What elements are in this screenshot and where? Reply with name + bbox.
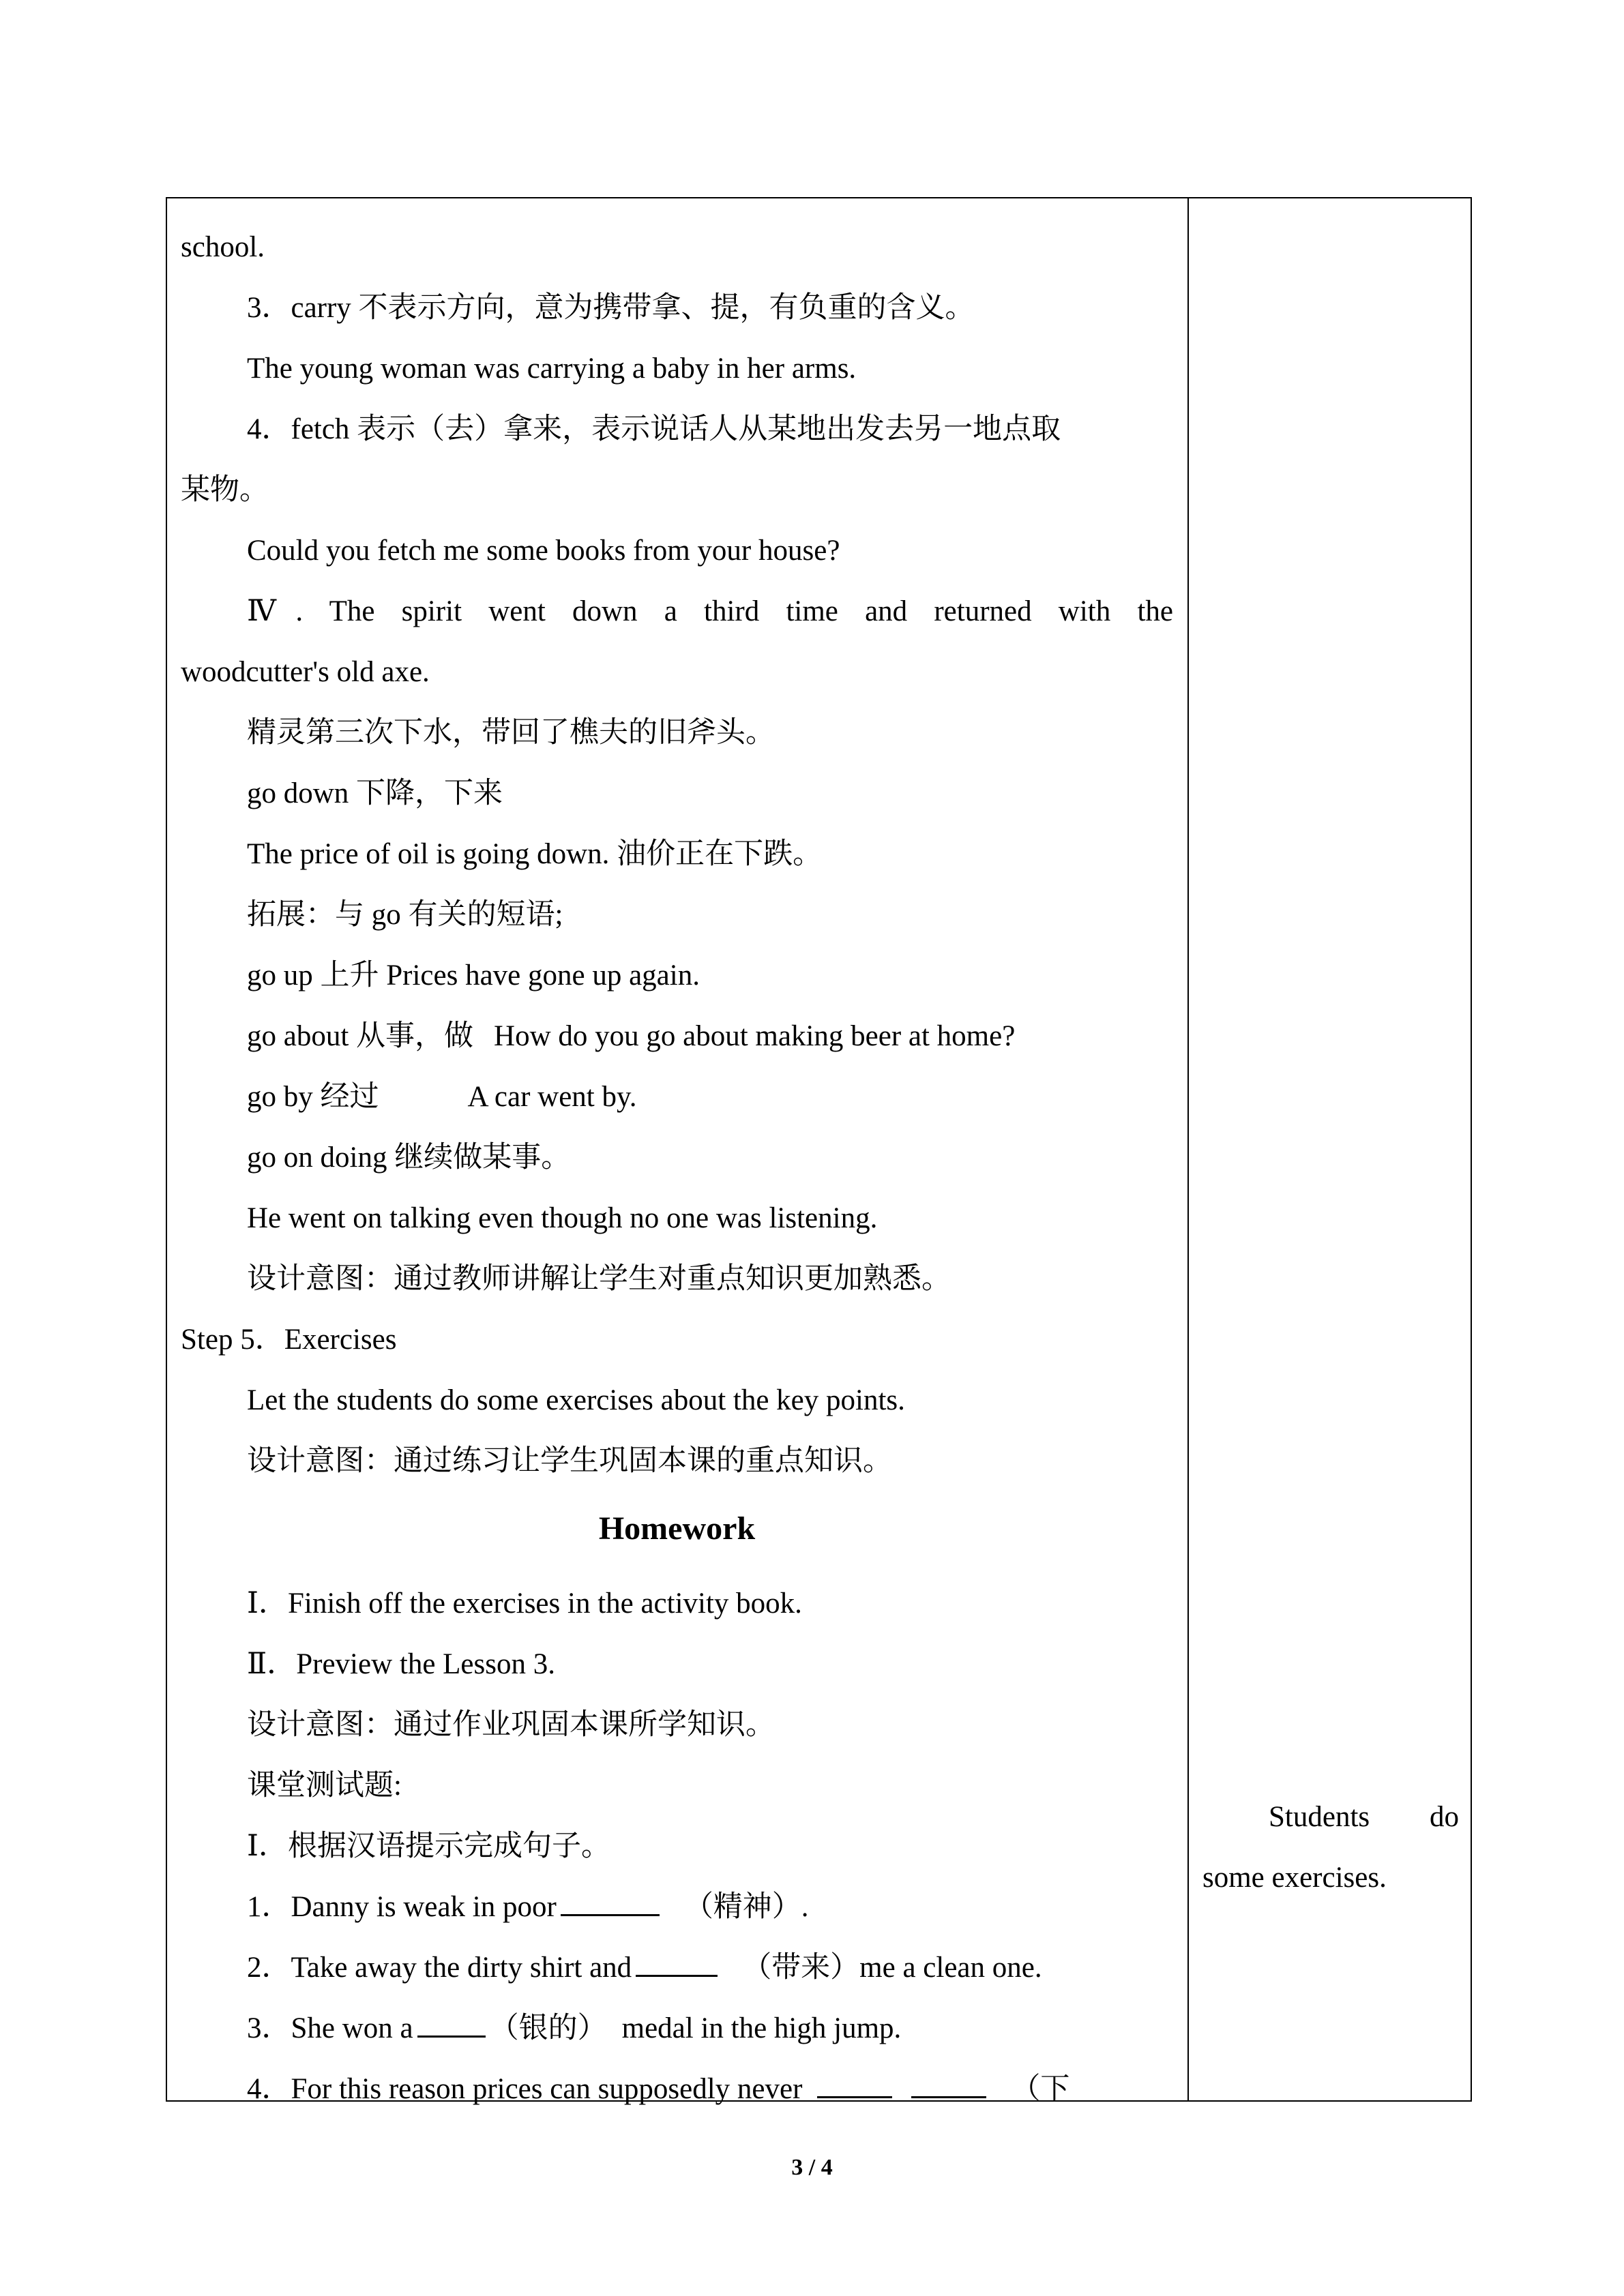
answer-blank — [817, 2096, 892, 2098]
homework-heading: Homework — [598, 1510, 756, 1547]
side-word: do — [1430, 1801, 1459, 1833]
column-divider — [1187, 197, 1189, 2102]
example: How do you go about making beer at home? — [494, 1020, 1016, 1052]
quiz-text: 3．She won a — [247, 2012, 413, 2044]
text-line: Ⅰ．根据汉语提示完成句子。 — [247, 1830, 610, 1862]
side-word: Students — [1269, 1801, 1370, 1833]
example: A car went by. — [467, 1081, 637, 1113]
answer-blank — [636, 1974, 718, 1977]
answer-blank — [911, 2096, 986, 2098]
text-line: 拓展：与 go 有关的短语; — [247, 899, 563, 931]
text-line: He went on talking even though no one was listening. — [247, 1202, 878, 1234]
student-activity-cell — [1202, 1787, 1459, 1908]
quiz-item — [181, 1937, 1173, 1998]
text-line: 3．carry 不表示方向，意为携带拿、提，有负重的含义。 — [247, 292, 975, 324]
text-line — [181, 1006, 1173, 1067]
quiz-item — [181, 1998, 1173, 2059]
text-line: woodcutter's old axe. — [181, 656, 430, 688]
text-line: 课堂测试题: — [247, 1770, 402, 1802]
text-line: 精灵第三次下水，带回了樵夫的旧斧头。 — [247, 717, 775, 749]
text-line: Ⅰ．Finish off the exercises in the activity book. — [247, 1587, 802, 1620]
text-line: Let the students do some exercises about the key points. — [247, 1384, 905, 1416]
quiz-item — [181, 2059, 1173, 2119]
text-line: 设计意图：通过教师讲解让学生对重点知识更加熟悉。 — [247, 1263, 951, 1295]
side-line: some exercises. — [1202, 1862, 1387, 1894]
text-line: Ⅱ．Preview the Lesson 3. — [247, 1648, 555, 1680]
quiz-hint: （下 — [1011, 2073, 1070, 2105]
text-line: Could you fetch me some books from your house? — [247, 535, 840, 567]
answer-blank — [561, 1913, 660, 1916]
quiz-hint: （带来）me a clean one. — [742, 1952, 1042, 1984]
text-line: school. — [181, 231, 265, 263]
phrase: go by 经过 — [247, 1081, 379, 1113]
text-line: The price of oil is going down. 油价正在下跌。 — [247, 838, 823, 870]
quiz-text: 4．For this reason prices can supposedly never — [247, 2073, 803, 2105]
step-heading: Step 5．Exercises — [181, 1324, 397, 1356]
text-line: go on doing 继续做某事。 — [247, 1142, 571, 1174]
phrase: go about 从事，做 — [247, 1020, 474, 1052]
text-line: 设计意图：通过作业巩固本课所学知识。 — [247, 1709, 775, 1741]
text-line: go down 下降，下来 — [247, 777, 503, 809]
quiz-text: 2．Take away the dirty shirt and — [247, 1952, 632, 1984]
quiz-item — [181, 1877, 1173, 1937]
page-number: 3 / 4 — [791, 2155, 833, 2180]
quiz-hint: （精神）. — [683, 1891, 809, 1923]
quiz-text: 1．Danny is weak in poor — [247, 1891, 557, 1923]
quiz-text: medal in the high jump. — [621, 2012, 902, 2044]
text-line: 4．fetch 表示（去）拿来，表示说话人从某地出发去另一地点取 — [247, 413, 1061, 445]
side-line — [1202, 1787, 1459, 1847]
text-line: The young woman was carrying a baby in her arms. — [247, 353, 857, 385]
teaching-process-cell — [181, 217, 1173, 2119]
text-line: 某物。 — [181, 474, 269, 506]
text-line: go up 上升 Prices have gone up again. — [247, 959, 700, 992]
text-line: 设计意图：通过练习让学生巩固本课的重点知识。 — [247, 1445, 892, 1477]
text-line: Ⅳ. The spirit went down a third time and returned with the — [247, 595, 1173, 627]
quiz-hint: （银的） — [489, 2012, 607, 2044]
answer-blank — [417, 2035, 486, 2038]
text-line — [181, 1067, 1173, 1127]
